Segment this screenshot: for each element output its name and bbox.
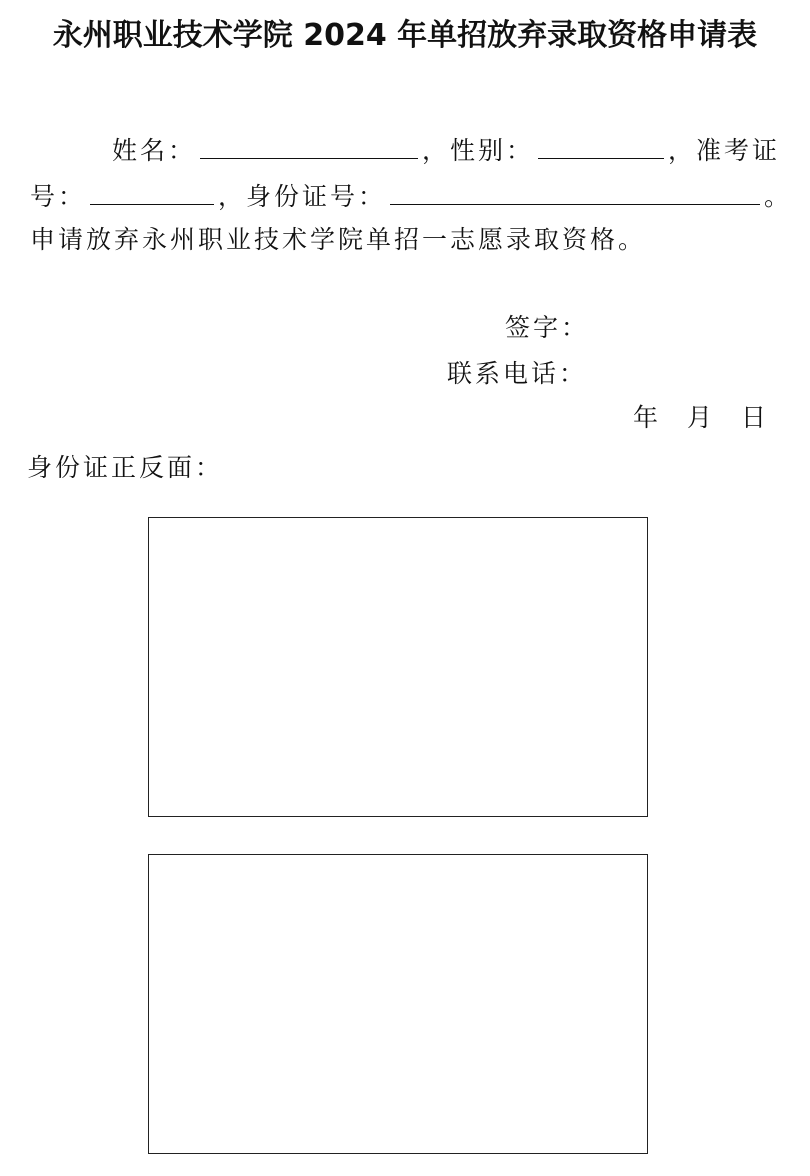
form-row-exam-id — [30, 176, 792, 215]
signature-label: 签字： — [505, 313, 590, 342]
date-month: 月 — [687, 403, 716, 432]
statement-text: 申请放弃永州职业技术学院单招一志愿录取资格。 — [30, 225, 647, 254]
page-title: 永州职业技术学院 2024 年单招放弃录取资格申请表 — [52, 18, 758, 53]
id-card-front-box[interactable] — [148, 517, 648, 817]
exam-number-label-end: 号： — [30, 182, 87, 211]
id-number-blank[interactable] — [390, 176, 760, 205]
form-row-name-gender — [112, 130, 780, 169]
date-year: 年 — [633, 403, 662, 432]
id-card-back-box[interactable] — [148, 854, 648, 1154]
date-day: 日 — [741, 403, 770, 432]
name-label: 姓名： — [112, 136, 197, 165]
phone-label: 联系电话： — [447, 359, 588, 388]
id-card-label: 身份证正反面： — [27, 453, 224, 482]
gender-label: ，性别： — [422, 136, 535, 165]
date-line — [633, 400, 769, 436]
id-number-label: ，身份证号： — [218, 182, 387, 211]
name-blank[interactable] — [200, 130, 418, 159]
gender-blank[interactable] — [538, 130, 664, 159]
exam-number-label-start: ，准考证 — [668, 136, 781, 165]
period: 。 — [764, 182, 793, 211]
exam-number-blank[interactable] — [90, 176, 214, 205]
